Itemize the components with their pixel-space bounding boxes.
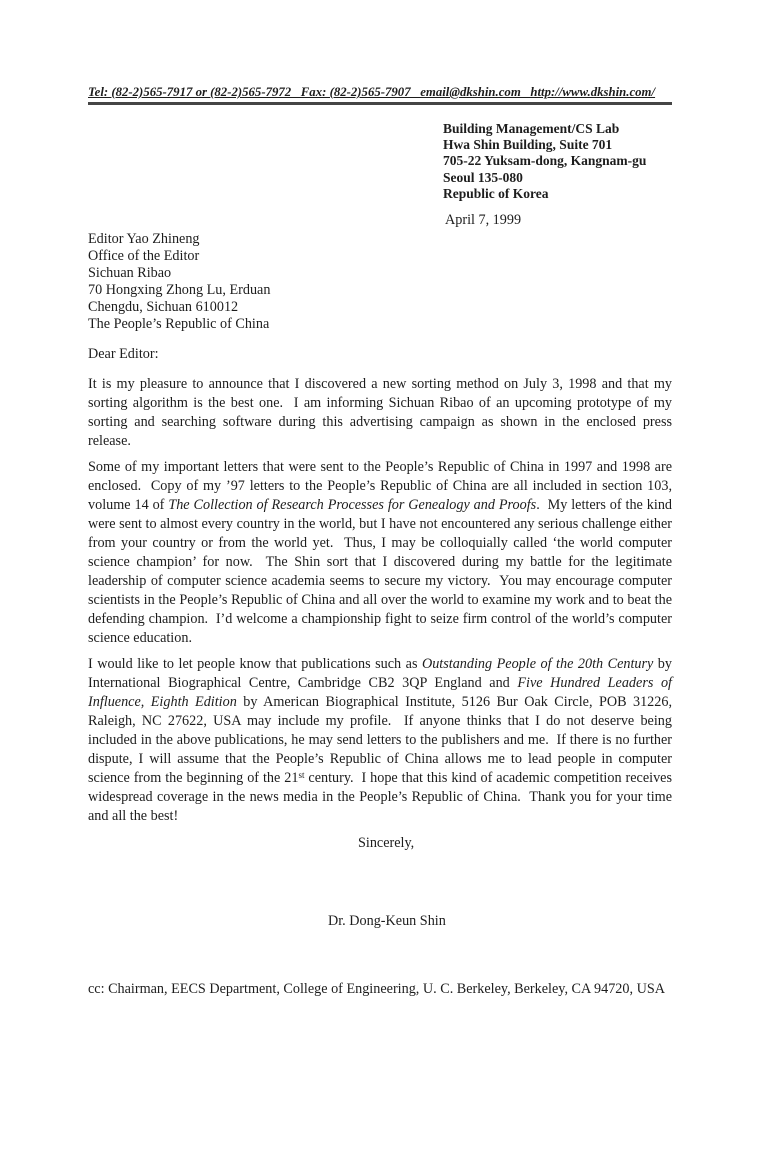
recipient-address-line: Office of the Editor bbox=[88, 247, 200, 264]
body-paragraph bbox=[88, 655, 672, 826]
salutation: Dear Editor: bbox=[88, 346, 159, 363]
sender-address-line: Hwa Shin Building, Suite 701 bbox=[443, 137, 613, 153]
signature-name: Dr. Dong-Keun Shin bbox=[328, 913, 446, 930]
letter-page bbox=[0, 84, 760, 1158]
text-run: I would like to let people know that publications such as bbox=[88, 656, 422, 673]
letter-body bbox=[88, 375, 672, 826]
body-paragraph bbox=[88, 375, 672, 451]
sender-address-line: Republic of Korea bbox=[443, 185, 549, 201]
recipient-address-line: Sichuan Ribao bbox=[88, 264, 172, 281]
sender-address-line: Seoul 135-080 bbox=[443, 169, 523, 185]
body-paragraph bbox=[88, 458, 672, 648]
sender-address-line: Building Management/CS Lab bbox=[443, 121, 620, 136]
recipient-address-line: Chengdu, Sichuan 610012 bbox=[88, 298, 239, 315]
text-run: Some of my important letters that were sent to the People’s Republic of China in 1997 and 1998 are enclosed. Copy of my ’97 letters to the People’s Republic of China are all included in section 103, volume 14 of bbox=[88, 459, 672, 514]
valediction: Sincerely, bbox=[358, 835, 415, 852]
sender-address-line: 705-22 Yuksam-dong, Kangnam-gu bbox=[443, 153, 647, 169]
recipient-address-block bbox=[88, 231, 672, 332]
text-run: Outstanding People of the 20th Century bbox=[421, 656, 654, 673]
sender-address-block bbox=[443, 121, 672, 202]
text-run: by International Biographical Centre, Cambridge CB2 3QP England and bbox=[88, 656, 672, 692]
recipient-address-line: Editor Yao Zhineng bbox=[88, 231, 200, 248]
text-run: . My letters of the kind were sent to almost every country in the world, but I have not encountered any serious challenge either from your country or from the world yet. Thus, I may be colloquially called ‘the world computer science champion’ for now. The Shin sort that I discovered during my battle for the legitimate leadership of computer science academia seems to secure my victory. You may encourage computer scientists in the People’s Republic of China and all over the world to examine my work and to beat the defending champion. I’d welcome a championship fight to seize firm control of the world’s computer science education. bbox=[88, 497, 673, 647]
recipient-address-line: 70 Hongxing Zhong Lu, Erduan bbox=[88, 281, 271, 298]
cc-line: cc: Chairman, EECS Department, College of Engineering, U. C. Berkeley, Berkeley, CA 94720, USA bbox=[88, 981, 665, 998]
text-run: century. I hope that this kind of academic competition receives widespread coverage in the news media in the People’s Republic of China. Thank you for your time and all the best! bbox=[88, 770, 672, 825]
text-run: st bbox=[298, 770, 305, 781]
text-run: by American Biographical Institute, 5126 Bur Oak Circle, POB 31226, Raleigh, NC 27622, USA may include my profile. If anyone thinks that I do not deserve being included in the above publications, he may send letters to the publishers and me. If there is no further dispute, I will assume that the People’s Republic of China allows me to lead people in computer science from the beginning of the 21 bbox=[88, 694, 672, 787]
contact-info-line: Tel: (82-2)565-7917 or (82-2)565-7972 Fax: (82-2)565-7907 email@dkshin.com http://www.dkshin.com/ bbox=[88, 84, 672, 105]
recipient-address-line: The People’s Republic of China bbox=[88, 315, 270, 332]
text-run: It is my pleasure to announce that I discovered a new sorting method on July 3, 1998 and that my sorting algorithm is the best one. I am informing Sichuan Ribao of an upcoming prototype of my sorting and searching software during this advertising campaign as shown in the enclosed press release. bbox=[88, 376, 672, 450]
text-run: Five Hundred Leaders of Influence, Eighth Edition bbox=[88, 675, 672, 711]
text-run: The Collection of Research Processes for Genealogy and Proofs bbox=[168, 497, 537, 514]
date-line: April 7, 1999 bbox=[445, 212, 522, 229]
